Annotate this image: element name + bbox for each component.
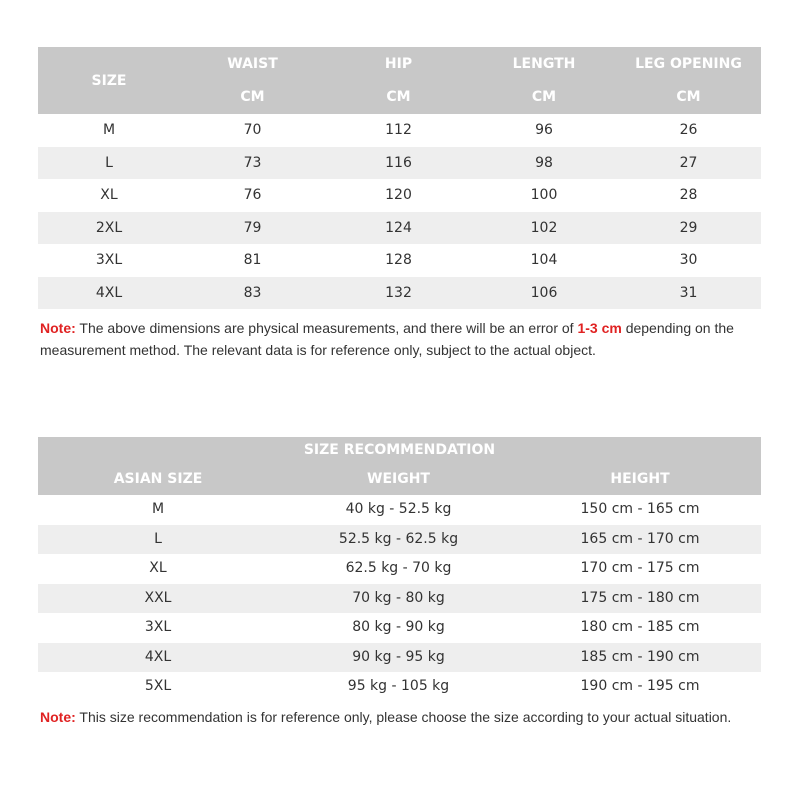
note-label: Note: <box>40 320 76 336</box>
cell-length: 106 <box>530 284 558 301</box>
cell-height: 150 cm - 165 cm <box>580 501 700 517</box>
measurement-table-header <box>38 47 761 114</box>
table-row <box>38 613 761 643</box>
cell-size: XXL <box>144 589 172 606</box>
measurement-table <box>38 47 761 309</box>
cell-size: L <box>154 530 162 547</box>
table-row <box>38 495 761 525</box>
cell-leg-opening: 29 <box>679 219 698 236</box>
cell-size: L <box>105 154 113 171</box>
cell-hip: 132 <box>385 284 412 301</box>
table-row <box>38 212 761 245</box>
table-row <box>38 584 761 614</box>
header-leg-opening: LEG OPENING CM <box>616 47 761 114</box>
header-height: HEIGHT <box>610 471 670 487</box>
cell-size: 3XL <box>95 252 123 268</box>
note-highlight: 1-3 cm <box>577 320 622 336</box>
cell-size: 2XL <box>95 219 123 236</box>
recommendation-table-header <box>38 437 761 495</box>
cell-length: 100 <box>530 187 558 203</box>
header-waist: WAIST CM <box>180 47 325 114</box>
cell-leg-opening: 26 <box>679 122 698 138</box>
table-row <box>38 179 761 212</box>
cell-weight: 52.5 kg - 62.5 kg <box>338 530 459 547</box>
cell-size: 4XL <box>95 284 123 301</box>
cell-size: M <box>102 122 116 138</box>
table-row <box>38 114 761 147</box>
header-size: SIZE <box>91 73 127 89</box>
table-row <box>38 554 761 584</box>
note-text-before: The above dimensions are physical measurements, and there will be an error of <box>75 320 578 336</box>
header-hip: HIP CM <box>325 47 472 114</box>
cell-height: 180 cm - 185 cm <box>580 619 700 635</box>
table-row <box>38 277 761 310</box>
note-label: Note: <box>40 709 76 725</box>
cell-height: 165 cm - 170 cm <box>580 530 700 547</box>
cell-weight: 40 kg - 52.5 kg <box>345 501 452 517</box>
cell-height: 175 cm - 180 cm <box>580 589 700 606</box>
cell-weight: 80 kg - 90 kg <box>352 619 445 635</box>
cell-leg-opening: 27 <box>679 154 698 171</box>
cell-hip: 112 <box>385 122 412 138</box>
cell-size: XL <box>149 560 167 576</box>
cell-size: M <box>151 501 165 517</box>
cell-leg-opening: 31 <box>679 284 698 301</box>
table-row <box>38 643 761 673</box>
cell-weight: 90 kg - 95 kg <box>352 648 445 665</box>
cell-weight: 70 kg - 80 kg <box>352 589 445 606</box>
cell-waist: 70 <box>243 122 262 138</box>
header-unit: CM <box>531 89 557 105</box>
cell-waist: 81 <box>243 252 262 268</box>
cell-length: 98 <box>535 154 553 171</box>
cell-length: 96 <box>535 122 553 138</box>
table-row <box>38 672 761 702</box>
cell-size: 5XL <box>144 678 172 694</box>
cell-weight: 95 kg - 105 kg <box>347 678 450 694</box>
cell-hip: 124 <box>385 219 412 236</box>
cell-waist: 79 <box>243 219 262 236</box>
cell-waist: 76 <box>243 187 262 203</box>
header-unit: CM <box>386 89 411 105</box>
header-unit: CM <box>676 89 701 105</box>
cell-waist: 73 <box>243 154 262 171</box>
cell-height: 185 cm - 190 cm <box>580 648 700 665</box>
cell-size: XL <box>100 187 118 203</box>
cell-size: 3XL <box>144 619 172 635</box>
header-length: LENGTH CM <box>472 47 616 114</box>
table-row <box>38 525 761 555</box>
note-text-after: depending on the measurement method. The relevant data is for reference only, subject to the actual object. <box>40 320 734 358</box>
cell-weight: 62.5 kg - 70 kg <box>345 560 452 576</box>
cell-waist: 83 <box>243 284 262 301</box>
cell-length: 104 <box>530 252 558 268</box>
cell-hip: 120 <box>385 187 412 203</box>
table-row <box>38 244 761 277</box>
header-weight: WEIGHT <box>367 471 430 487</box>
recommendation-table <box>38 437 761 702</box>
cell-height: 170 cm - 175 cm <box>580 560 700 576</box>
header-asian-size: ASIAN SIZE <box>113 471 203 487</box>
cell-size: 4XL <box>144 648 172 665</box>
table-row <box>38 147 761 180</box>
recommendation-note <box>40 707 760 727</box>
note-text: This size recommendation is for reference only, please choose the size according to your actual situation. <box>75 709 732 725</box>
cell-hip: 128 <box>385 252 412 268</box>
measurement-note <box>40 317 770 361</box>
cell-length: 102 <box>530 219 558 236</box>
cell-hip: 116 <box>385 154 412 171</box>
cell-height: 190 cm - 195 cm <box>580 678 700 694</box>
header-unit: CM <box>240 89 265 105</box>
cell-leg-opening: 30 <box>679 252 698 268</box>
cell-leg-opening: 28 <box>679 187 698 203</box>
recommendation-title: SIZE RECOMMENDATION <box>303 442 496 458</box>
